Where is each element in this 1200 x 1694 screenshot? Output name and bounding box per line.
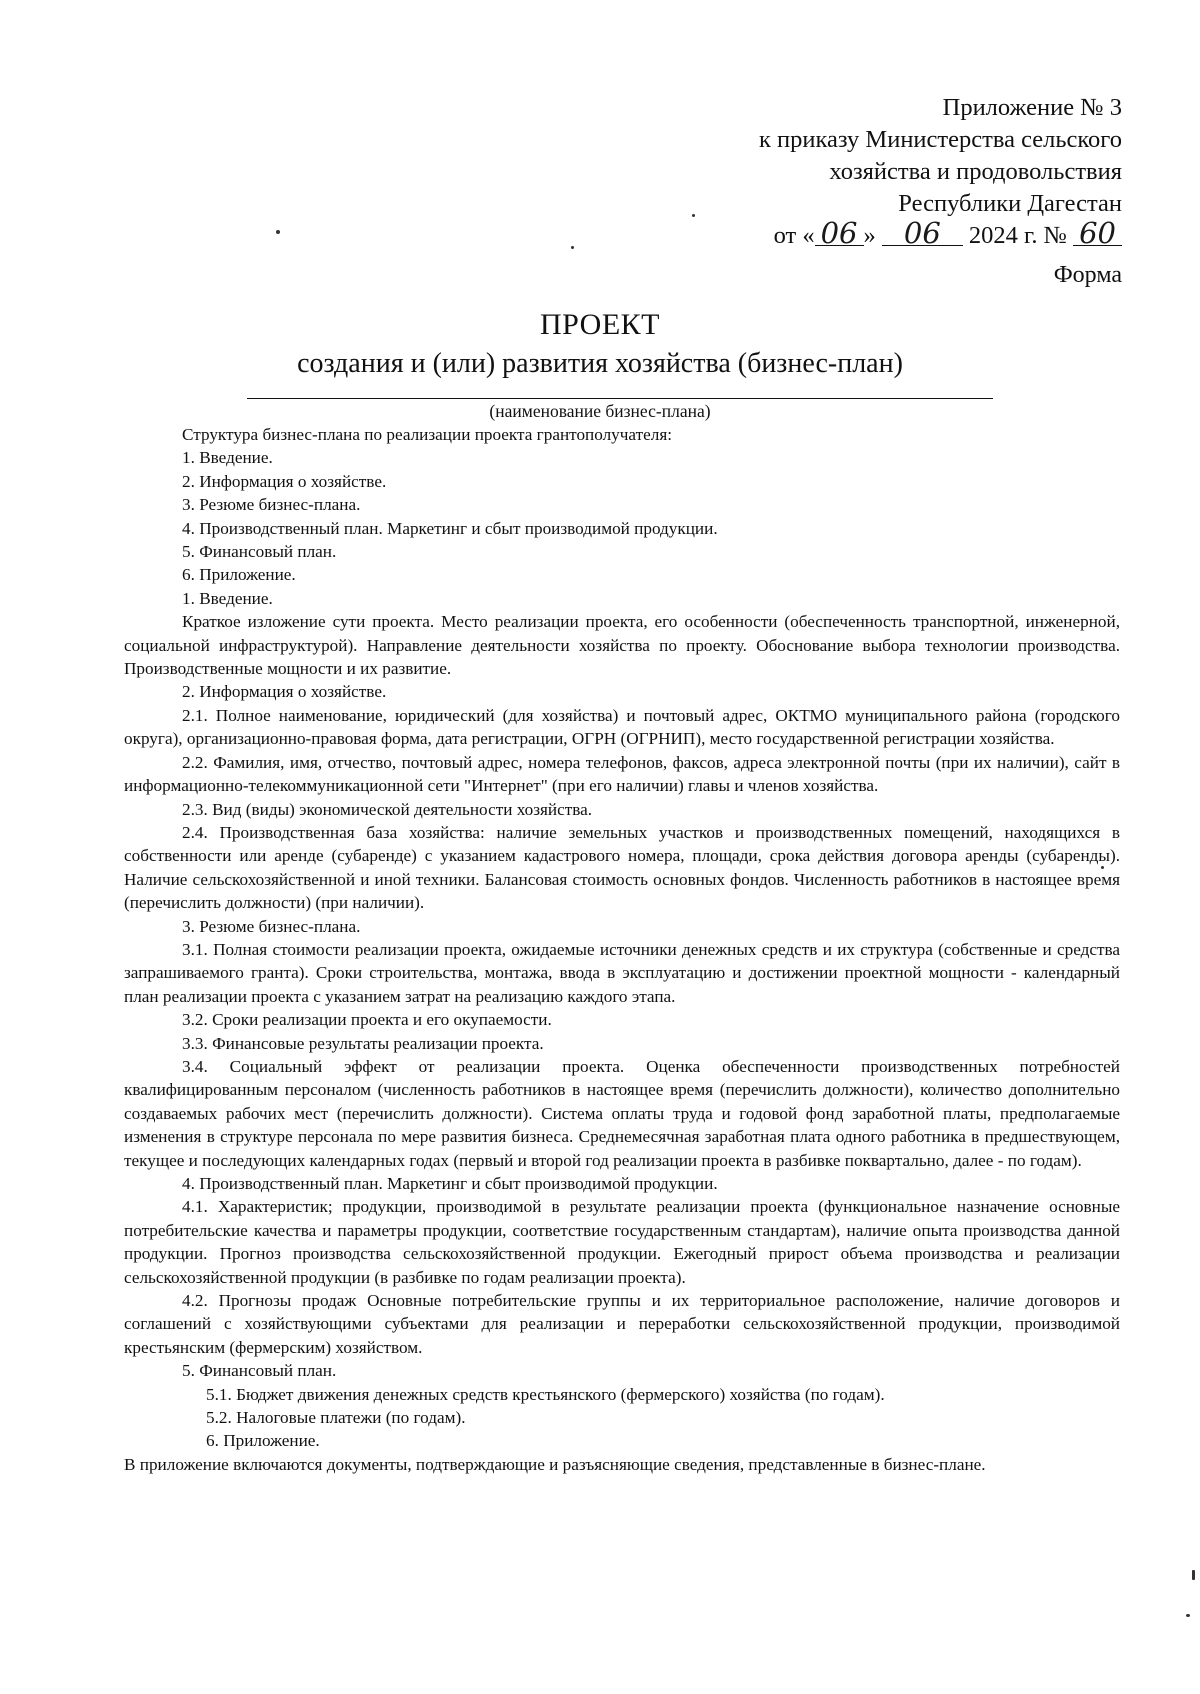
list-item: 5. Финансовый план. [182, 542, 337, 562]
scan-speck [1192, 1570, 1195, 1580]
form-label: Форма [1053, 262, 1122, 288]
paragraph: 2.4. Производственная база хозяйства: наличие земельных участков и производственных помещений, находящихся в собственности или аренде (субаренде) с указанием кадастрового номера, площади, срока действия договора аренды (субаренды). Наличие сельскохозяйственной и иной техники. Балансовая стоимость основных фондов. Численность работников в настоящее время (перечислить должности) (при наличии). [124, 822, 1120, 913]
scan-speck [276, 230, 280, 234]
order-reference: к приказу Министерства сельского [758, 126, 1122, 153]
section-heading: 5. Финансовый план. [182, 1361, 337, 1381]
ministry-name: хозяйства и продовольствия [829, 158, 1122, 185]
paragraph: 3.1. Полная стоимости реализации проекта, ожидаемые источники денежных средств и их структура (собственные и средства запрашиваемого гранта). Сроки строительства, монтажа, ввода в эксплуатацию и достижении проектной мощности - календарный план реализации проекта с указанием затрат на реализацию каждого этапа. [124, 939, 1120, 1006]
date-day-handwritten: 06 [815, 221, 864, 246]
name-underline [247, 398, 993, 399]
order-number-handwritten: 60 [1073, 221, 1122, 246]
list-item: 4. Производственный план. Маркетинг и сбыт производимой продукции. [182, 518, 718, 538]
appendix-number: Приложение № 3 [942, 94, 1122, 121]
republic-name: Республики Дагестан [898, 190, 1122, 217]
list-item: 3. Резюме бизнес-плана. [182, 495, 361, 515]
scan-speck [692, 214, 695, 217]
name-caption: (наименование бизнес-плана) [489, 401, 711, 421]
order-date-line [700, 216, 1122, 252]
paragraph: 4.2. Прогнозы продаж Основные потребительские группы и их территориальное расположение, наличие договоров и соглашений с хозяйствующими субъектами для реализации и переработки сельскохозяйственной продукции, производимой крестьянским (фермерским) хозяйством. [124, 1291, 1120, 1357]
paragraph: 2.3. Вид (виды) экономической деятельности хозяйства. [182, 799, 593, 819]
scan-speck [1186, 1614, 1190, 1617]
scan-speck [571, 246, 574, 249]
paragraph: 3.2. Сроки реализации проекта и его окупаемости. [182, 1010, 552, 1030]
section-heading: 3. Резюме бизнес-плана. [182, 916, 361, 936]
approval-header [700, 92, 1122, 252]
date-separator: » [863, 222, 876, 249]
paragraph: 2.1. Полное наименование, юридический (для хозяйства) и почтовый адрес, ОКТМО муниципального района (городского округа), организационно-правовая форма, дата регистрации, ОГРН (ОГРНИП), место государственной регистрации хозяйства. [124, 705, 1120, 749]
paragraph: Краткое изложение сути проекта. Место реализации проекта, его особенности (обеспеченность транспортной, инженерной, социальной инфраструктурой). Направление деятельности хозяйства по проекту. Обоснование выбора технологии производства. Производственные мощности и их развитие. [124, 612, 1120, 679]
date-year: 2024 г. № [968, 222, 1067, 249]
paragraph: 5.1. Бюджет движения денежных средств крестьянского (фермерского) хозяйства (по годам). [206, 1384, 885, 1404]
document-body [124, 423, 1120, 1476]
document-title: ПРОЕКТ [539, 308, 661, 341]
document-subtitle: создания и (или) развития хозяйства (бизнес-план) [297, 348, 903, 379]
paragraph: 3.4. Социальный эффект от реализации проекта. Оценка обеспеченности производственных потребностей квалифицированным персоналом (численность работников в настоящее время (перечислить должности), количество дополнительно создаваемых рабочих мест (перечислить должности). Система оплаты труда и годовой фонд заработной платы, предполагаемые изменения в структуре персонала по мере развития бизнеса. Среднемесячная заработная плата одного работника в предшествующем, текущее и последующих календарных годах (первый и второй год реализации проекта в разбивке поквартально, далее - по годам). [124, 1056, 1120, 1170]
scan-speck [1101, 866, 1104, 869]
list-item: 6. Приложение. [182, 565, 296, 585]
paragraph: 5.2. Налоговые платежи (по годам). [206, 1408, 466, 1428]
paragraph: 2.2. Фамилия, имя, отчество, почтовый адрес, номера телефонов, факсов, адреса электронной почты (при их наличии), сайт в информационно-телекоммуникационной сети "Интернет" (при его наличии) главы и членов хозяйства. [124, 752, 1120, 796]
date-month-handwritten: 06 [882, 221, 963, 246]
section-heading: 2. Информация о хозяйстве. [182, 682, 387, 702]
list-item: 1. Введение. [182, 448, 273, 468]
paragraph: 3.3. Финансовые результаты реализации проекта. [182, 1033, 544, 1053]
section-heading: 1. Введение. [182, 588, 273, 608]
closing-paragraph: В приложение включаются документы, подтверждающие и разъясняющие сведения, представленные в бизнес-плане. [124, 1454, 986, 1474]
paragraph: Структура бизнес-плана по реализации проекта грантополучателя: [182, 425, 672, 444]
paragraph: 4.1. Характеристик; продукции, производимой в результате реализации проекта (функциональное назначение основные потребительские качества и параметры продукции, соответствие государственным стандартам), наличие опыта производства данной продукции. Прогноз производства сельскохозяйственной продукции. Ежегодный прирост объема производства и реализации сельскохозяйственной продукции (в разбивке по годам реализации проекта). [124, 1197, 1120, 1287]
list-item: 2. Информация о хозяйстве. [182, 471, 387, 491]
date-prefix: от « [773, 222, 815, 249]
section-heading: 4. Производственный план. Маркетинг и сбыт производимой продукции. [182, 1174, 718, 1193]
section-heading: 6. Приложение. [206, 1431, 320, 1451]
